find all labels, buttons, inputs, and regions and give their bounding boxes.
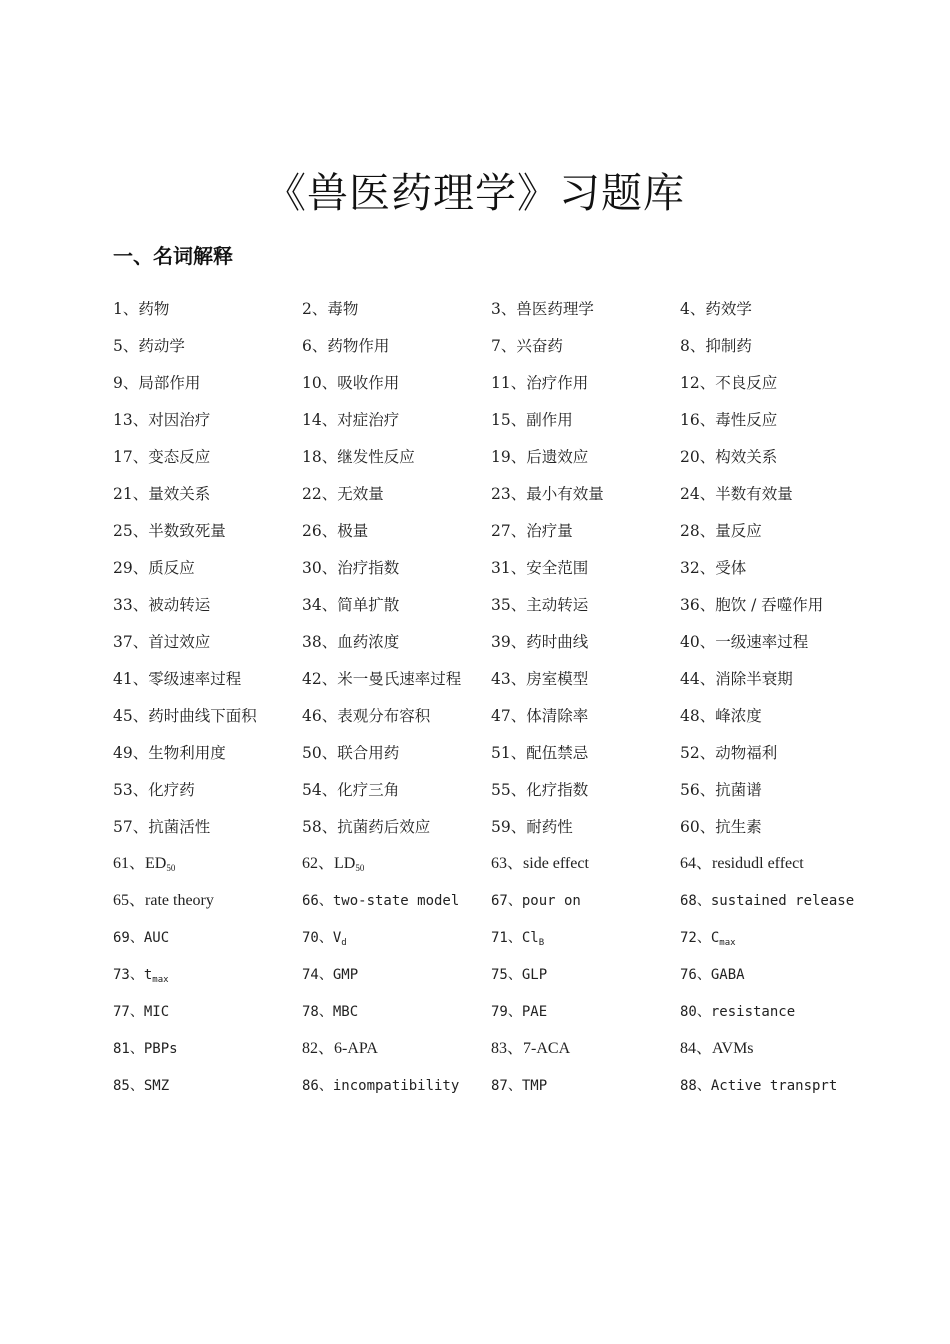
term-text: 副作用 (526, 411, 573, 429)
term-number: 48、 (680, 707, 716, 725)
term-number: 6、 (302, 337, 328, 355)
term-number: 19、 (491, 448, 527, 466)
term-text: 质反应 (148, 559, 195, 577)
term-text: 房室模型 (526, 670, 589, 688)
term-text: AVMs (712, 1040, 754, 1057)
term-item (302, 1000, 491, 1037)
term-text: incompatibility (332, 1078, 460, 1094)
term-number: 33、 (113, 596, 149, 614)
term-item (113, 482, 302, 519)
term-number: 17、 (113, 448, 149, 466)
term-number: 80、 (680, 1004, 711, 1020)
term-text: pour on (521, 893, 581, 909)
term-number: 11、 (491, 374, 527, 392)
term-text: GABA (710, 967, 745, 983)
term-text: LD (334, 855, 356, 872)
term-number: 2、 (302, 300, 328, 318)
term-number: 28、 (680, 522, 716, 540)
term-item (491, 334, 680, 371)
term-number: 35、 (491, 596, 527, 614)
term-item (680, 371, 873, 408)
term-number: 87、 (491, 1078, 522, 1094)
term-number: 67、 (491, 893, 522, 909)
term-item (302, 852, 491, 889)
term-number: 44、 (680, 670, 716, 688)
term-text: 量反应 (715, 522, 762, 540)
term-number: 15、 (491, 411, 527, 429)
term-text: 主动转运 (526, 596, 589, 614)
term-number: 77、 (113, 1004, 144, 1020)
term-number: 4、 (680, 300, 706, 318)
term-text: 化疗药 (148, 781, 195, 799)
term-number: 21、 (113, 485, 149, 503)
term-number: 10、 (302, 374, 338, 392)
term-number: 53、 (113, 781, 149, 799)
term-number: 63、 (491, 855, 524, 872)
term-item (113, 704, 302, 741)
term-number: 1、 (113, 300, 139, 318)
term-number: 30、 (302, 559, 338, 577)
term-text: PAE (521, 1004, 548, 1020)
term-text: side effect (523, 855, 589, 872)
term-item (302, 889, 491, 926)
term-number: 32、 (680, 559, 716, 577)
term-subscript: max (719, 938, 736, 948)
term-number: 88、 (680, 1078, 711, 1094)
term-item (491, 963, 680, 1000)
term-number: 81、 (113, 1041, 144, 1057)
term-item (680, 852, 873, 889)
term-number: 24、 (680, 485, 716, 503)
term-number: 65、 (113, 892, 146, 909)
term-text: 治疗量 (526, 522, 573, 540)
term-item (680, 482, 873, 519)
term-item (302, 704, 491, 741)
term-number: 23、 (491, 485, 527, 503)
term-number: 86、 (302, 1078, 333, 1094)
term-subscript: 50 (355, 863, 365, 873)
document-title: 《兽医药理学》习题库 (265, 169, 685, 217)
term-text: 化疗三角 (337, 781, 400, 799)
term-text: rate theory (145, 892, 214, 909)
term-number: 83、 (491, 1040, 524, 1057)
term-item (680, 445, 873, 482)
term-item (680, 1074, 873, 1111)
term-text: 胞饮 / 吞噬作用 (715, 596, 824, 614)
term-item (680, 778, 873, 815)
term-text: Active transprt (710, 1078, 838, 1094)
term-number: 72、 (680, 930, 711, 946)
term-item (113, 593, 302, 630)
term-item (113, 445, 302, 482)
term-text: PBPs (143, 1041, 178, 1057)
term-text: 7-ACA (523, 1040, 571, 1057)
term-number: 25、 (113, 522, 149, 540)
term-number: 45、 (113, 707, 149, 725)
term-item (491, 556, 680, 593)
term-text: 一级速率过程 (715, 633, 809, 651)
term-number: 75、 (491, 967, 522, 983)
term-text: 6-APA (334, 1040, 378, 1057)
term-number: 68、 (680, 893, 711, 909)
term-item (113, 297, 302, 334)
term-item (491, 445, 680, 482)
term-item (113, 1000, 302, 1037)
term-item (491, 889, 680, 926)
term-item (302, 593, 491, 630)
term-item (680, 815, 873, 852)
term-number: 14、 (302, 411, 338, 429)
term-text: 抗菌谱 (715, 781, 762, 799)
term-number: 36、 (680, 596, 716, 614)
term-number: 58、 (302, 818, 338, 836)
term-item (302, 1074, 491, 1111)
term-item (491, 297, 680, 334)
term-item (302, 371, 491, 408)
term-number: 42、 (302, 670, 338, 688)
term-item (680, 926, 873, 963)
term-number: 55、 (491, 781, 527, 799)
term-text: 峰浓度 (715, 707, 762, 725)
term-item (680, 593, 873, 630)
term-item (302, 482, 491, 519)
term-item (302, 778, 491, 815)
term-text: 抗菌活性 (148, 818, 211, 836)
term-item (491, 630, 680, 667)
term-text: 药物 (138, 300, 170, 318)
term-number: 20、 (680, 448, 716, 466)
term-text: 无效量 (337, 485, 384, 503)
term-text: 生物利用度 (148, 744, 226, 762)
term-item (113, 889, 302, 926)
term-item (302, 963, 491, 1000)
term-number: 3、 (491, 300, 517, 318)
term-text: 耐药性 (526, 818, 573, 836)
term-item (302, 741, 491, 778)
term-number: 40、 (680, 633, 716, 651)
term-text: 构效关系 (715, 448, 778, 466)
term-text: 抗菌药后效应 (337, 818, 431, 836)
term-text: 化疗指数 (526, 781, 589, 799)
term-subscript: max (152, 975, 169, 985)
term-item (113, 667, 302, 704)
term-item (302, 519, 491, 556)
term-text: 毒性反应 (715, 411, 778, 429)
term-item (113, 519, 302, 556)
term-text: 零级速率过程 (148, 670, 242, 688)
term-text: 吸收作用 (337, 374, 400, 392)
term-text: Cl (521, 930, 539, 946)
term-number: 18、 (302, 448, 338, 466)
term-text: resistance (710, 1004, 796, 1020)
term-text: 药时曲线下面积 (148, 707, 257, 725)
term-text: ED (145, 855, 167, 872)
term-item (491, 667, 680, 704)
term-item (491, 1000, 680, 1037)
section-heading: 一、名词解释 (113, 244, 233, 268)
term-item (680, 334, 873, 371)
term-number: 38、 (302, 633, 338, 651)
term-text: TMP (521, 1078, 548, 1094)
term-number: 74、 (302, 967, 333, 983)
term-text: 消除半衰期 (715, 670, 793, 688)
term-number: 84、 (680, 1040, 713, 1057)
term-text: residudl effect (712, 855, 804, 872)
term-item (113, 1037, 302, 1074)
term-text: 半数有效量 (715, 485, 793, 503)
term-text: 对因治疗 (148, 411, 211, 429)
term-item (491, 1037, 680, 1074)
term-item (680, 1037, 873, 1074)
term-item (113, 926, 302, 963)
term-number: 29、 (113, 559, 149, 577)
term-text: MBC (332, 1004, 359, 1020)
term-text: 兽医药理学 (516, 300, 594, 318)
term-text: 被动转运 (148, 596, 211, 614)
term-text: 联合用药 (337, 744, 400, 762)
term-item (491, 778, 680, 815)
term-text: AUC (143, 930, 170, 946)
term-item (680, 741, 873, 778)
term-text: 药时曲线 (526, 633, 589, 651)
term-number: 54、 (302, 781, 338, 799)
term-text: 安全范围 (526, 559, 589, 577)
term-item (113, 815, 302, 852)
term-item (680, 297, 873, 334)
term-number: 49、 (113, 744, 149, 762)
term-number: 69、 (113, 930, 144, 946)
term-number: 22、 (302, 485, 338, 503)
term-text: 治疗作用 (526, 374, 589, 392)
term-item (680, 519, 873, 556)
term-item (302, 556, 491, 593)
term-number: 56、 (680, 781, 716, 799)
term-text: two-state model (332, 893, 460, 909)
term-text: 药物作用 (327, 337, 390, 355)
term-text: 最小有效量 (526, 485, 604, 503)
term-number: 8、 (680, 337, 706, 355)
term-text: 不良反应 (715, 374, 778, 392)
term-item (491, 852, 680, 889)
term-number: 34、 (302, 596, 338, 614)
term-number: 71、 (491, 930, 522, 946)
term-item (680, 667, 873, 704)
term-text: sustained release (710, 893, 855, 909)
term-number: 37、 (113, 633, 149, 651)
term-item (680, 630, 873, 667)
term-item (113, 778, 302, 815)
term-item (491, 1074, 680, 1111)
term-number: 43、 (491, 670, 527, 688)
term-text: 药动学 (138, 337, 185, 355)
term-number: 61、 (113, 855, 146, 872)
term-number: 79、 (491, 1004, 522, 1020)
term-text: 药效学 (705, 300, 752, 318)
term-number: 78、 (302, 1004, 333, 1020)
term-item (113, 630, 302, 667)
term-text: 局部作用 (138, 374, 201, 392)
term-text: 对症治疗 (337, 411, 400, 429)
term-text: 米一曼氏速率过程 (337, 670, 462, 688)
term-item (113, 963, 302, 1000)
term-number: 51、 (491, 744, 527, 762)
term-subscript: B (538, 938, 545, 948)
term-text: 血药浓度 (337, 633, 400, 651)
term-item (491, 926, 680, 963)
term-text: C (710, 930, 720, 946)
term-number: 16、 (680, 411, 716, 429)
term-text: 继发性反应 (337, 448, 415, 466)
term-number: 73、 (113, 967, 144, 983)
term-item (302, 667, 491, 704)
term-text: SMZ (143, 1078, 170, 1094)
term-text: 首过效应 (148, 633, 211, 651)
term-item (491, 482, 680, 519)
term-text: 兴奋药 (516, 337, 563, 355)
term-subscript: 50 (166, 863, 176, 873)
term-number: 13、 (113, 411, 149, 429)
term-item (680, 963, 873, 1000)
term-text: 抗生素 (715, 818, 762, 836)
term-number: 62、 (302, 855, 335, 872)
term-text: GLP (521, 967, 548, 983)
term-item (491, 704, 680, 741)
term-text: 表观分布容积 (337, 707, 431, 725)
term-item (113, 408, 302, 445)
term-number: 12、 (680, 374, 716, 392)
term-text: MIC (143, 1004, 170, 1020)
term-item (113, 1074, 302, 1111)
term-number: 64、 (680, 855, 713, 872)
term-item (302, 445, 491, 482)
term-number: 85、 (113, 1078, 144, 1094)
term-text: 动物福利 (715, 744, 778, 762)
term-item (491, 815, 680, 852)
term-item (491, 519, 680, 556)
term-text: V (332, 930, 342, 946)
term-item (113, 334, 302, 371)
term-number: 31、 (491, 559, 527, 577)
term-text: 极量 (337, 522, 369, 540)
term-list (113, 297, 873, 1111)
term-number: 70、 (302, 930, 333, 946)
term-item (491, 371, 680, 408)
term-item (113, 556, 302, 593)
term-item (302, 630, 491, 667)
term-number: 47、 (491, 707, 527, 725)
term-text: GMP (332, 967, 359, 983)
term-item (113, 741, 302, 778)
term-text: 受体 (715, 559, 747, 577)
term-number: 7、 (491, 337, 517, 355)
term-item (302, 408, 491, 445)
term-text: 配伍禁忌 (526, 744, 589, 762)
term-number: 27、 (491, 522, 527, 540)
term-item (302, 926, 491, 963)
term-number: 76、 (680, 967, 711, 983)
term-text: 毒物 (327, 300, 359, 318)
term-item (680, 889, 873, 926)
term-text: 简单扩散 (337, 596, 400, 614)
term-text: 后遗效应 (526, 448, 589, 466)
term-number: 82、 (302, 1040, 335, 1057)
term-item (491, 741, 680, 778)
term-text: 变态反应 (148, 448, 211, 466)
term-number: 57、 (113, 818, 149, 836)
term-item (491, 593, 680, 630)
term-item (680, 556, 873, 593)
term-number: 50、 (302, 744, 338, 762)
term-text: 体清除率 (526, 707, 589, 725)
term-number: 41、 (113, 670, 149, 688)
term-number: 46、 (302, 707, 338, 725)
term-text: 抑制药 (705, 337, 752, 355)
term-item (113, 371, 302, 408)
term-text: t (143, 967, 153, 983)
term-number: 59、 (491, 818, 527, 836)
term-item (302, 1037, 491, 1074)
term-item (302, 815, 491, 852)
term-number: 52、 (680, 744, 716, 762)
term-text: 半数致死量 (148, 522, 226, 540)
term-number: 66、 (302, 893, 333, 909)
term-subscript: d (341, 938, 347, 948)
term-number: 26、 (302, 522, 338, 540)
term-number: 60、 (680, 818, 716, 836)
term-item (680, 704, 873, 741)
term-number: 5、 (113, 337, 139, 355)
term-text: 治疗指数 (337, 559, 400, 577)
term-number: 9、 (113, 374, 139, 392)
term-item (113, 852, 302, 889)
term-item (680, 1000, 873, 1037)
term-item (302, 334, 491, 371)
term-text: 量效关系 (148, 485, 211, 503)
term-item (491, 408, 680, 445)
term-number: 39、 (491, 633, 527, 651)
term-item (302, 297, 491, 334)
term-item (680, 408, 873, 445)
